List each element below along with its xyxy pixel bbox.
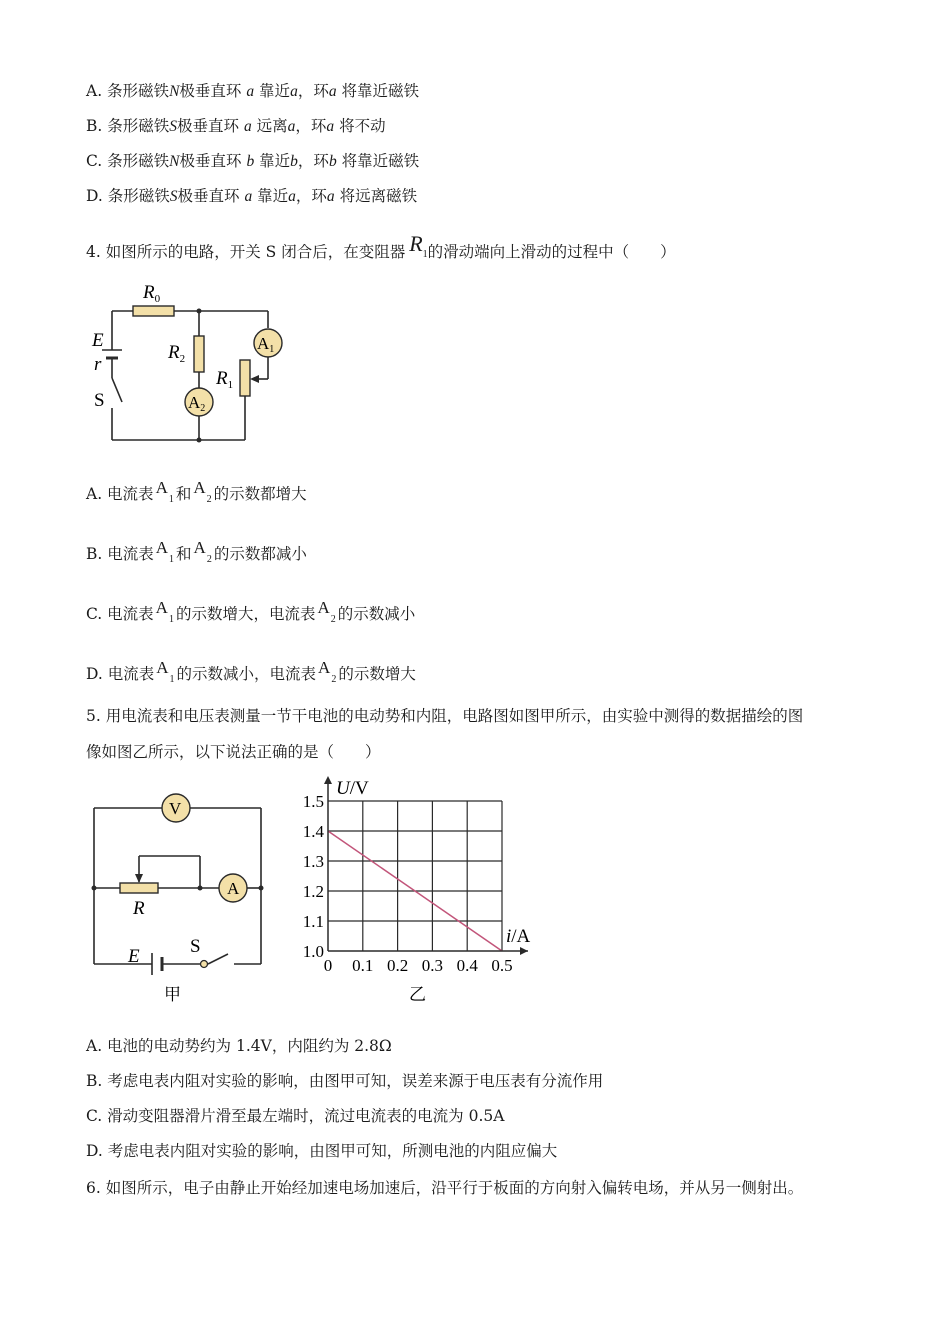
y-tick-labels [303, 792, 325, 961]
ammeter-a2-symbol: $A_2$ [193, 538, 212, 565]
q4-option-d: D. 电流表 $A_1$ 的示数减小，电流表 $A_2$ 的示数增大 [86, 658, 416, 685]
switch-contact [201, 961, 208, 968]
ammeter-a1-symbol: $A_1$ [155, 598, 174, 625]
label-a1: A1 [257, 334, 275, 355]
chart-grid [328, 801, 502, 951]
rheostat-r [120, 883, 158, 893]
ui-graph [292, 772, 542, 1007]
y-tick-label: 1.0 [302, 942, 324, 961]
x-tick-label: 0.3 [421, 956, 444, 975]
resistor-r2 [194, 336, 204, 372]
q5-circuit-diagram [86, 790, 276, 1005]
y-tick-label: 1.4 [302, 822, 324, 841]
q5-option-a: A. 电池的电动势约为 1.4V，内阻约为 2.8Ω [86, 1037, 392, 1055]
x-tick-label: 0.1 [352, 956, 374, 975]
x-tick-label: 0.4 [456, 956, 478, 975]
resistor-r0 [133, 306, 174, 316]
q5-stem-line2: 像如图乙所示，以下说法正确的是（ ） [86, 743, 381, 761]
x-tick-label: 0.5 [491, 956, 513, 975]
ammeter-a2-symbol: $A_2$ [318, 658, 337, 685]
caption-yi: 乙 [409, 985, 426, 1004]
label-r2: $R_2$ [168, 342, 186, 365]
label-s: S [190, 936, 201, 957]
q4-option-a: A. 电流表 $A_1$ 和 $A_2$ 的示数都增大 [86, 478, 307, 505]
q6-stem: 6. 如图所示，电子由静止开始经加速电场加速后，沿平行于板面的方向射入偏转电场，并从另一侧射出。 [86, 1179, 804, 1197]
r1-symbol: $R_1$ [409, 231, 428, 260]
caption-jia: 甲 [164, 985, 181, 1004]
label-e: E [128, 946, 140, 967]
x-tick-label: 0.2 [386, 956, 409, 975]
junction-left [92, 886, 97, 891]
x-tick-labels [324, 956, 513, 975]
y-tick-label: 1.1 [302, 912, 324, 931]
ammeter-a2-symbol: $A_2$ [317, 598, 336, 625]
q3-option-a: A. 条形磁铁N极垂直环 a 靠近a，环a 将靠近磁铁 [86, 82, 420, 100]
label-a2: A2 [188, 393, 206, 414]
label-s: S [94, 390, 105, 411]
label-e: E [92, 330, 104, 351]
slider-arrow [135, 874, 143, 883]
y-axis-label: U/V [336, 778, 369, 799]
q5-option-d: D. 考虑电表内阻对实验的影响，由图甲可知，所测电池的内阻应偏大 [86, 1142, 558, 1160]
junction-mid [198, 886, 203, 891]
junction-right [259, 886, 264, 891]
rheostat-r1 [240, 360, 250, 396]
slider-arrow [250, 375, 259, 383]
q4-circuit-diagram [88, 278, 298, 446]
q3-option-c: C. 条形磁铁N极垂直环 b 靠近b，环b 将靠近磁铁 [86, 152, 420, 170]
y-axis-arrow [324, 776, 332, 784]
ammeter-a1-symbol: $A_1$ [155, 478, 174, 505]
label-r1: $R_1$ [216, 368, 234, 391]
chart-axes [328, 782, 528, 951]
label-r0: $R_0$ [143, 282, 161, 305]
ammeter-a2-symbol: $A_2$ [193, 478, 212, 505]
junction-bottom [197, 438, 202, 443]
q5-option-b: B. 考虑电表内阻对实验的影响，由图甲可知，误差来源于电压表有分流作用 [86, 1072, 604, 1090]
ammeter-a1-symbol: $A_1$ [156, 658, 175, 685]
label-r: R [133, 898, 145, 919]
y-tick-label: 1.2 [302, 882, 324, 901]
q3-option-b: B. 条形磁铁S极垂直环 a 远离a，环a 将不动 [86, 117, 386, 135]
label-a: A [227, 879, 240, 898]
q4-option-c: C. 电流表 $A_1$ 的示数增大，电流表 $A_2$ 的示数减小 [86, 598, 416, 625]
q4-option-b: B. 电流表 $A_1$ 和 $A_2$ 的示数都减小 [86, 538, 307, 565]
q3-option-d: D. 条形磁铁S极垂直环 a 靠近a，环a 将远离磁铁 [86, 187, 418, 205]
x-axis-label: i/A [506, 926, 531, 947]
q5-stem-line1: 5. 用电流表和电压表测量一节干电池的电动势和内阻，电路图如图甲所示，由实验中测得的数据描绘的图 [86, 707, 804, 725]
label-r: r [94, 354, 102, 375]
label-v: V [169, 799, 182, 818]
x-axis-arrow [520, 947, 528, 955]
q4-stem: 4. 如图所示的电路，开关 S 闭合后，在变阻器 $R_1$的滑动端向上滑动的过程中（ ） [86, 231, 676, 261]
q5-option-c: C. 滑动变阻器滑片滑至最左端时，流过电流表的电流为 0.5A [86, 1107, 505, 1125]
junction-top [197, 309, 202, 314]
y-tick-label: 1.3 [302, 852, 324, 871]
y-tick-label: 1.5 [302, 792, 324, 811]
ammeter-a1-symbol: $A_1$ [155, 538, 175, 565]
x-tick-label: 0 [323, 956, 333, 975]
